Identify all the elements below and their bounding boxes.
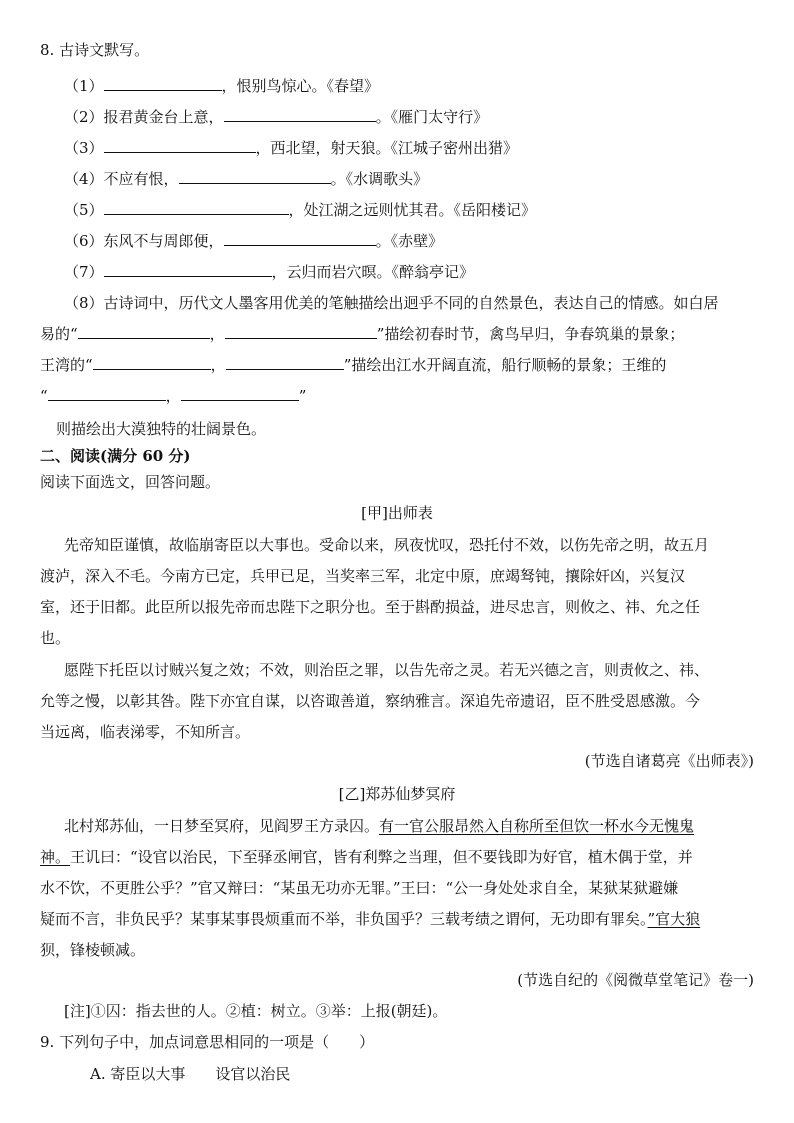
item-text: ”描绘出江水开阔直流，船行顺畅的景象；王维的 <box>343 356 667 374</box>
passage-jia-title: [甲]出师表 <box>361 504 433 522</box>
q9-option-a[interactable]: A. 寄臣以大事 设官以治民 <box>90 1065 291 1083</box>
q9-stem: 9. 下列句子中，加点词意思相同的一项是（ ） <box>40 1033 375 1051</box>
q8-item-1 <box>64 76 379 96</box>
q8-title: 8. 古诗文默写。 <box>40 41 150 59</box>
passage-jia-line: 愿陛下托臣以讨贼兴复之效；不效，则治臣之罪，以告先帝之灵。若无兴德之言，则责攸之、祎、 <box>64 661 710 679</box>
item-text: 易的“ <box>40 325 78 343</box>
item-number: （1） <box>64 77 104 95</box>
item-text: ，西北望，射天狼。《江城子密州出猎》 <box>255 139 519 157</box>
item-text: 不应有恨， <box>103 170 179 188</box>
passage-jia-line: 当远离，临表涕零，不知所言。 <box>40 723 251 741</box>
answer-blank[interactable] <box>104 262 272 277</box>
answer-blank[interactable] <box>226 355 344 370</box>
passage-text: 北村郑苏仙，一日梦至冥府，见阎罗王方录囚。 <box>64 817 380 835</box>
q8-item-5 <box>64 200 536 220</box>
passage-yi-line-3: 水不饮，不更胜公乎？”官又辩曰：“某虽无功亦无罪。”王曰：“公一身处处求自全，某狱某狱避嫌 <box>40 879 679 897</box>
answer-blank[interactable] <box>181 386 299 401</box>
q8-item-8-line2 <box>40 324 684 344</box>
answer-blank[interactable] <box>48 386 166 401</box>
answer-blank[interactable] <box>78 324 210 339</box>
section-instruction: 阅读下面选文，回答问题。 <box>40 473 221 491</box>
answer-blank[interactable] <box>179 169 331 184</box>
passage-yi-line-1 <box>64 816 694 836</box>
q8-item-6 <box>64 231 443 251</box>
item-text: “ <box>40 387 48 405</box>
answer-blank[interactable] <box>104 138 256 153</box>
passage-jia-line: 先帝知臣谨慎，故临崩寄臣以大事也。受命以来，夙夜忧叹，恐托付不效，以伤先帝之明，故五月 <box>64 536 710 554</box>
passage-text: 王讥曰：“设官以治民，下至驿丞闸官，皆有利弊之当理，但不要钱即为好官，植木偶于堂，并 <box>70 848 693 866</box>
passage-jia-line: 也。 <box>40 629 71 647</box>
item-text: ， <box>209 325 225 343</box>
passage-yi-source: (节选自纪的《阅微草堂笔记》卷一) <box>517 971 754 989</box>
passage-note: [注]①囚：指去世的人。②植：树立。③举：上报(朝廷)。 <box>64 1002 448 1020</box>
item-text: 。《赤壁》 <box>375 232 444 250</box>
answer-blank[interactable] <box>224 107 376 122</box>
q8-item-8-line1: （8）古诗词中，历代文人墨客用优美的笔触描绘出迥乎不同的自然景色，表达自己的情感。如白居 <box>64 294 719 312</box>
passage-yi-line-2 <box>40 847 693 867</box>
item-number: （7） <box>64 263 104 281</box>
item-text: 报君黄金台上意， <box>103 108 224 126</box>
item-number: （2） <box>64 108 104 126</box>
answer-blank[interactable] <box>225 324 377 339</box>
passage-jia-line: 室，还于旧都。此臣所以报先帝而忠陛下之职分也。至于斟酌损益，进尽忠言，则攸之、祎、允之任 <box>40 598 701 616</box>
item-text: 。《水调歌头》 <box>330 170 429 188</box>
answer-blank[interactable] <box>104 76 222 91</box>
q8-item-4 <box>64 169 428 189</box>
passage-text: 疑而不言，非负民乎？某事某事畏烦重而不举，非负国乎？三载考绩之谓何，无功即有罪矣。 <box>40 910 648 928</box>
item-text: ，恨别鸟惊心。《春望》 <box>221 77 380 95</box>
item-number: （4） <box>64 170 104 188</box>
passage-jia-line: 允等之慢，以彰其咎。陛下亦宜自谋，以咨诹善道，察纳雅言。深追先帝遗诏，臣不胜受恩感激。今 <box>40 692 701 710</box>
answer-blank[interactable] <box>93 355 211 370</box>
item-text: ， <box>165 387 181 405</box>
item-text: 。《雁门太守行》 <box>375 108 489 126</box>
q8-item-8-line4 <box>40 386 306 406</box>
passage-yi-title: [乙]郑苏仙梦冥府 <box>338 785 456 803</box>
underlined-sentence: 有一官公服昂然入自称所至但饮一杯水今无愧鬼 <box>379 817 695 835</box>
item-text: ”描绘初春时节，禽鸟早归，争春筑巢的景象； <box>376 325 685 343</box>
item-number: （6） <box>64 232 104 250</box>
section-heading: 二、阅读(满分 60 分) <box>40 447 191 465</box>
item-text: ，云归而岩穴暝。《醉翁亭记》 <box>271 263 475 281</box>
item-number: （3） <box>64 139 104 157</box>
q8-item-2 <box>64 107 488 127</box>
q8-item-7 <box>64 262 474 282</box>
passage-jia-line: 渡泸，深入不毛。今南方已定，兵甲已足，当奖率三军，北定中原，庶竭驽钝，攘除奸凶，兴复汉 <box>40 567 686 585</box>
q8-item-3 <box>64 138 518 158</box>
underlined-sentence: ”官大狼 <box>647 910 701 928</box>
item-text: 王湾的“ <box>40 356 93 374</box>
passage-jia-source: (节选自诸葛亮《出师表》) <box>584 752 754 770</box>
item-text: ，处江湖之远则忧其君。《岳阳楼记》 <box>288 201 537 219</box>
q8-item-8-line3 <box>40 355 666 375</box>
item-text: ” <box>298 387 307 405</box>
item-text: ， <box>210 356 226 374</box>
passage-yi-line-5: 狈，锋棱顿减。 <box>40 941 146 959</box>
answer-blank[interactable] <box>224 231 376 246</box>
underlined-sentence: 神。 <box>40 848 71 866</box>
item-text: 东风不与周郎便， <box>103 232 224 250</box>
item-number: （5） <box>64 201 104 219</box>
q8-item-8-line5: 则描绘出大漠独特的壮阔景色。 <box>56 420 267 438</box>
passage-yi-line-4 <box>40 909 700 929</box>
answer-blank[interactable] <box>104 200 289 215</box>
